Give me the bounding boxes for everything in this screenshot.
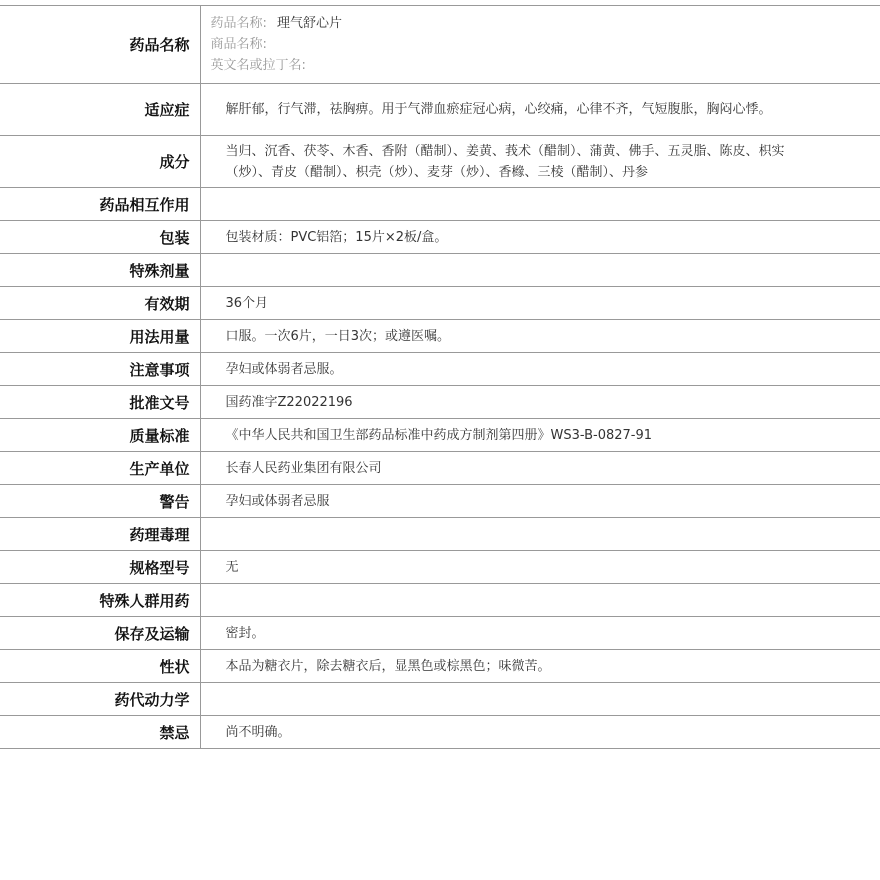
row-label: 药理毒理 xyxy=(0,518,200,551)
row-value: 本品为糖衣片，除去糖衣后，显黑色或棕黑色；味微苦。 xyxy=(200,650,880,683)
row-value: 《中华人民共和国卫生部药品标准中药成方制剂第四册》WS3-B-0827-91 xyxy=(200,419,880,452)
row-value: 尚不明确。 xyxy=(200,716,880,749)
row-label: 药代动力学 xyxy=(0,683,200,716)
row-label: 保存及运输 xyxy=(0,617,200,650)
row-label: 药品名称 xyxy=(0,6,200,84)
table-row-description xyxy=(0,650,880,683)
row-label: 质量标准 xyxy=(0,419,200,452)
row-label: 特殊人群用药 xyxy=(0,584,200,617)
generic-name-value: 理气舒心片 xyxy=(277,16,343,31)
row-label: 注意事项 xyxy=(0,353,200,386)
row-value: 解肝郁，行气滞，祛胸痹。用于气滞血瘀症冠心病，心绞痛，心律不齐，气短腹胀，胸闷心悸。 xyxy=(200,84,880,136)
table-row-drug-name xyxy=(0,6,880,84)
row-label: 规格型号 xyxy=(0,551,200,584)
row-label: 成分 xyxy=(0,136,200,188)
table-row-shelf-life xyxy=(0,287,880,320)
row-value: 口服。一次6片，一日3次；或遵医嘱。 xyxy=(200,320,880,353)
table-row-standard xyxy=(0,419,880,452)
drug-name-cell xyxy=(200,6,880,84)
row-value: 无 xyxy=(200,551,880,584)
row-value: 包装材质：PVC铝箔；15片×2板/盒。 xyxy=(200,221,880,254)
table-row-usage xyxy=(0,320,880,353)
row-label: 药品相互作用 xyxy=(0,188,200,221)
row-value xyxy=(200,584,880,617)
row-label: 警告 xyxy=(0,485,200,518)
table-row-ingredients xyxy=(0,136,880,188)
row-value: 当归、沉香、茯苓、木香、香附（醋制）、姜黄、莪术（醋制）、蒲黄、佛手、五灵脂、陈皮、枳实（炒）、青皮（醋制）、枳壳（炒）、麦芽（炒）、香橼、三棱（醋制）、丹参 xyxy=(200,136,880,188)
drug-info-table xyxy=(0,5,880,749)
table-row-manufacturer xyxy=(0,452,880,485)
table-row-indications xyxy=(0,84,880,136)
generic-name-line xyxy=(211,13,880,34)
row-label: 禁忌 xyxy=(0,716,200,749)
row-value: 孕妇或体弱者忌服 xyxy=(200,485,880,518)
table-row-warning xyxy=(0,485,880,518)
row-value: 密封。 xyxy=(200,617,880,650)
row-value xyxy=(200,683,880,716)
table-row-toxicology xyxy=(0,518,880,551)
row-label: 性状 xyxy=(0,650,200,683)
row-value: 国药准字Z22022196 xyxy=(200,386,880,419)
table-row-storage xyxy=(0,617,880,650)
table-row-contraindications xyxy=(0,716,880,749)
row-value: 36个月 xyxy=(200,287,880,320)
row-label: 适应症 xyxy=(0,84,200,136)
row-value: 长春人民药业集团有限公司 xyxy=(200,452,880,485)
table-row-packaging xyxy=(0,221,880,254)
trade-name-label: 商品名称: xyxy=(210,37,267,52)
table-row-approval xyxy=(0,386,880,419)
row-label: 特殊剂量 xyxy=(0,254,200,287)
table-row-special-population xyxy=(0,584,880,617)
row-value xyxy=(200,188,880,221)
table-row-pharmacokinetics xyxy=(0,683,880,716)
row-value xyxy=(200,518,880,551)
row-label: 包装 xyxy=(0,221,200,254)
table-row-precautions xyxy=(0,353,880,386)
generic-name-label: 药品名称: xyxy=(210,16,267,31)
table-row-interactions xyxy=(0,188,880,221)
row-value xyxy=(200,254,880,287)
row-label: 用法用量 xyxy=(0,320,200,353)
english-name-label: 英文名或拉丁名: xyxy=(210,58,306,73)
table-row-special-dosage xyxy=(0,254,880,287)
row-label: 生产单位 xyxy=(0,452,200,485)
row-label: 有效期 xyxy=(0,287,200,320)
row-label: 批准文号 xyxy=(0,386,200,419)
row-value: 孕妇或体弱者忌服。 xyxy=(200,353,880,386)
table-row-spec xyxy=(0,551,880,584)
